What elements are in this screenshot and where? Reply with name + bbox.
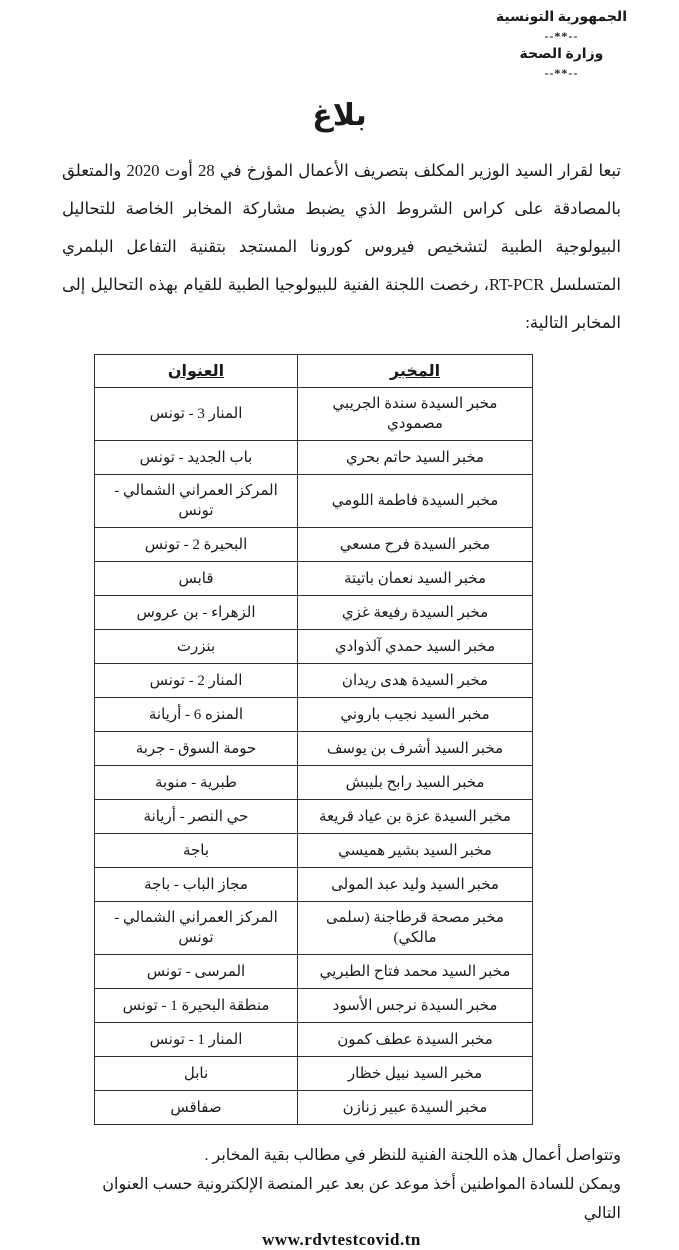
table-row [95,596,533,630]
address-cell: المنار 3 - تونس [95,388,298,441]
table-row [95,834,533,868]
address-cell: منطقة البحيرة 1 - تونس [95,989,298,1023]
letterhead [496,8,627,82]
lab-name-cell: مخبر السيدة فاطمة اللومي [298,475,533,528]
column-header-lab: المخبر [298,355,533,388]
lab-name-cell: مخبر السيد وليد عبد المولى [298,868,533,902]
address-cell: الزهراء - بن عروس [95,596,298,630]
address-cell: المنار 2 - تونس [95,664,298,698]
document-title: بلاغ [312,99,367,132]
table-row [95,732,533,766]
address-cell: باب الجديد - تونس [95,441,298,475]
lab-name-cell: مخبر السيد نبيل خظار [298,1057,533,1091]
table-row [95,989,533,1023]
table-row [95,630,533,664]
address-cell: مجاز الباب - باجة [95,868,298,902]
column-header-address: العنوان [95,355,298,388]
table-row [95,766,533,800]
table-row [95,1091,533,1125]
lab-name-cell: مخبر السيدة رفيعة غزي [298,596,533,630]
address-cell: طبرية - منوبة [95,766,298,800]
lab-name-cell: مخبر السيدة عطف كمون [298,1023,533,1057]
table-header-row [95,355,533,388]
address-cell: البحيرة 2 - تونس [95,528,298,562]
table-row [95,698,533,732]
letterhead-separator: --**-- [544,29,579,43]
table-row [95,528,533,562]
address-cell: نابل [95,1057,298,1091]
table-row [95,441,533,475]
table-row [95,562,533,596]
address-cell: المركز العمراني الشمالي - تونس [95,475,298,528]
address-cell: قابس [95,562,298,596]
lab-name-cell: مخبر السيد محمد فتاح الطبريي [298,955,533,989]
table-row [95,1023,533,1057]
announcement-document [0,8,679,1249]
table-row [95,955,533,989]
table-row [95,868,533,902]
republic-name: الجمهورية التونسية [495,10,627,25]
ministry-name: وزارة الصحة [519,47,604,62]
lab-name-cell: مخبر السيدة فرح مسعي [298,528,533,562]
lab-name-cell: مخبر السيد حاتم بحري [298,441,533,475]
lab-name-cell: مخبر السيد أشرف بن يوسف [298,732,533,766]
letterhead-separator: --**-- [544,66,579,80]
intro-paragraph: تبعا لقرار السيد الوزير المكلف بتصريف الأعمال المؤرخ في 28 أوت 2020 والمتعلق بالمصادقة على كراس الشروط الذي يضبط مشاركة المخابر الخاصة للتحاليل البيولوجية الطبية لتشخيص فيروس كورونا المستجد بتقنية التفاعل البلمري المتسلسل RT-PCR، رخصت اللجنة الفنية للبيولوجيا الطبية للقيام بهذه التحاليل إلى المخابر التالية: [62,161,622,332]
footer [62,1141,621,1250]
labs-table-body [95,388,533,1125]
booking-url: www.rdvtestcovid.tn [262,1230,421,1249]
address-cell: حومة السوق - جربة [95,732,298,766]
lab-name-cell: مخبر السيدة عزة بن عياد قريعة [298,800,533,834]
lab-name-cell: مخبر السيد بشير هميسي [298,834,533,868]
table-row [95,388,533,441]
footer-note-booking: ويمكن للسادة المواطنين أخذ موعد عن بعد عبر المنصة الإلكترونية حسب العنوان التالي [102,1176,621,1222]
lab-name-cell: مخبر السيدة هدى ريدان [298,664,533,698]
labs-table [94,354,533,1125]
address-cell: صفاقس [95,1091,298,1125]
lab-name-cell: مخبر السيد حمدي آلذوادي [298,630,533,664]
table-row [95,1057,533,1091]
lab-name-cell: مخبر السيد نعمان باتيتة [298,562,533,596]
lab-name-cell: مخبر السيدة عبير زنازن [298,1091,533,1125]
address-cell: بنزرت [95,630,298,664]
table-row [95,664,533,698]
address-cell: المنار 1 - تونس [95,1023,298,1057]
address-cell: باجة [95,834,298,868]
footer-note-continuation: وتتواصل أعمال هذه اللجنة الفنية للنظر في مطالب بقية المخابر . [204,1147,621,1164]
table-row [95,902,533,955]
address-cell: المنزه 6 - أريانة [95,698,298,732]
address-cell: المرسى - تونس [95,955,298,989]
table-row [95,475,533,528]
address-cell: حي النصر - أريانة [95,800,298,834]
address-cell: المركز العمراني الشمالي - تونس [95,902,298,955]
lab-name-cell: مخبر السيد نجيب باروني [298,698,533,732]
lab-name-cell: مخبر مصحة قرطاجنة (سلمى مالكي) [298,902,533,955]
lab-name-cell: مخبر السيدة سندة الجريبي مصمودي [298,388,533,441]
table-row [95,800,533,834]
lab-name-cell: مخبر السيد رابح بليبش [298,766,533,800]
lab-name-cell: مخبر السيدة نرجس الأسود [298,989,533,1023]
